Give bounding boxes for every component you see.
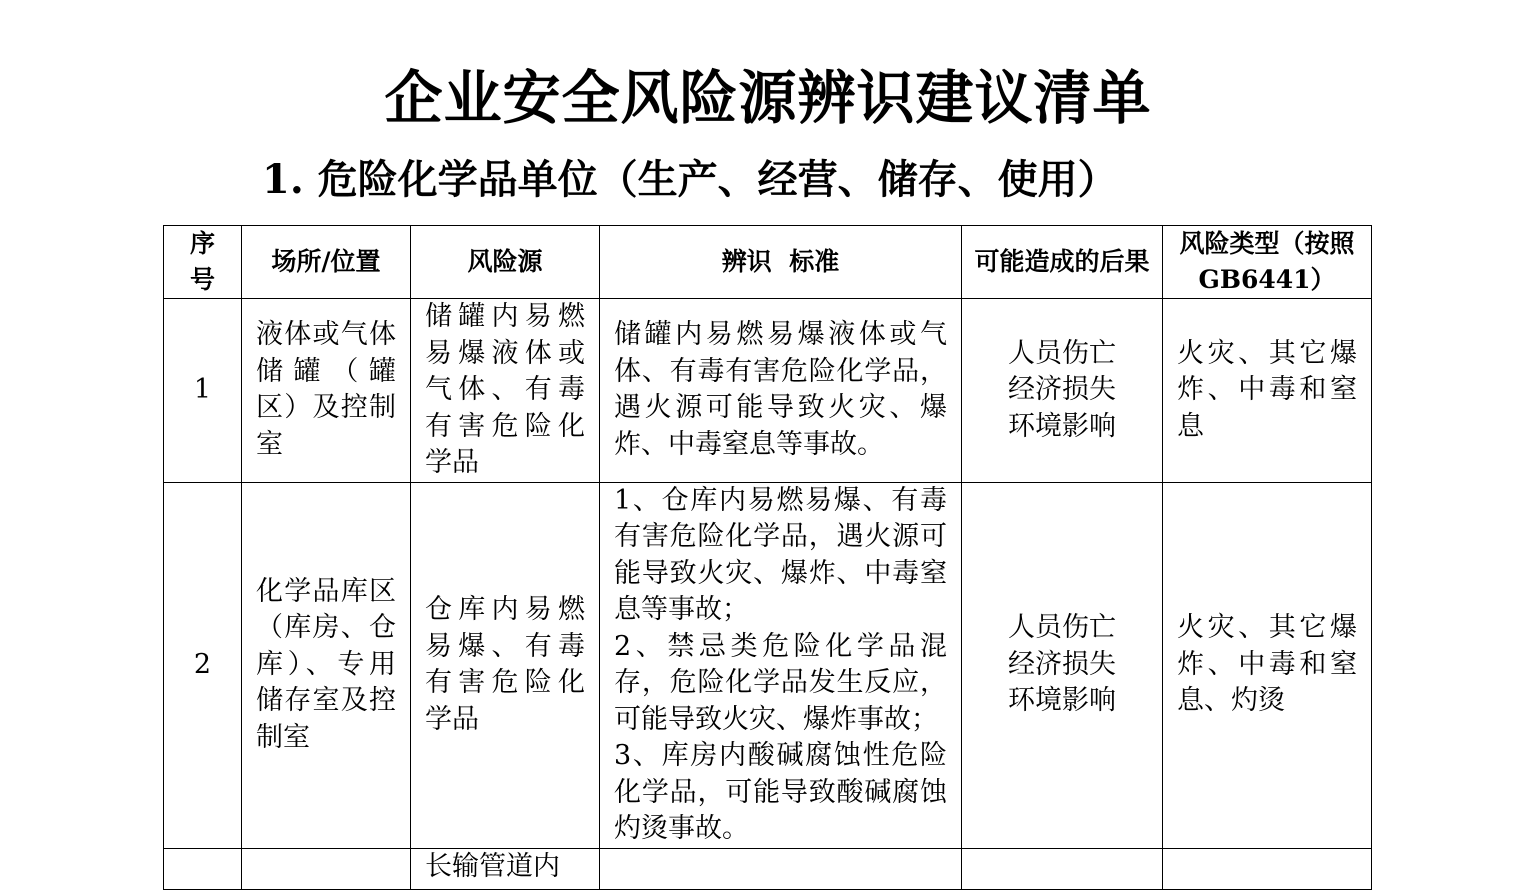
cell-seq: 2 [164, 482, 242, 848]
cell-standard [600, 848, 962, 889]
cell-consequence: 人员伤亡 经济损失 环境影响 [962, 299, 1163, 483]
cell-location: 化学品库区（库房、仓库）、专用储存室及控制室 [242, 482, 411, 848]
table-row [164, 482, 1372, 848]
cell-risk-source: 长输管道内 [411, 848, 600, 889]
cell-location [242, 848, 411, 889]
cell-standard: 1、仓库内易燃易爆、有毒有害危险化学品，遇火源可能导致火灾、爆炸、中毒窒息等事故； 2、禁忌类危险化学品混存，危险化学品发生反应，可能导致火灾、爆炸事故； 3、库房内酸碱腐蚀性危险化学品，可能导致酸碱腐蚀灼烫事故。 [600, 482, 962, 848]
cell-risk-type [1163, 848, 1372, 889]
risk-source-table [163, 225, 1372, 890]
cell-standard: 储罐内易燃易爆液体或气体、有毒有害危险化学品，遇火源可能导致火灾、爆炸、中毒窒息等事故。 [600, 299, 962, 483]
document-title: 企业安全风险源辨识建议清单 [384, 64, 1152, 132]
header-consequence: 可能造成的后果 [962, 226, 1163, 299]
cell-risk-type: 火灾、其它爆炸、中毒和窒息、灼烫 [1163, 482, 1372, 848]
cell-risk-source: 储罐内易燃易爆液体或气体、有毒有害危险化学品 [411, 299, 600, 483]
cell-consequence [962, 848, 1163, 889]
header-risk-source: 风险源 [411, 226, 600, 299]
cell-seq [164, 848, 242, 889]
cell-consequence: 人员伤亡 经济损失 环境影响 [962, 482, 1163, 848]
cell-risk-source: 仓库内易燃易爆、有毒有害危险化学品 [411, 482, 600, 848]
header-location: 场所/位置 [242, 226, 411, 299]
header-standard: 辨识 标准 [600, 226, 962, 299]
section-title: 1. 危险化学品单位（生产、经营、储存、使用） [262, 156, 1118, 203]
cell-risk-type: 火灾、其它爆炸、中毒和窒息 [1163, 299, 1372, 483]
cell-seq: 1 [164, 299, 242, 483]
table-header-row [164, 226, 1372, 299]
header-risk-type: 风险类型（按照 GB6441） [1163, 226, 1372, 299]
header-seq: 序号 [164, 226, 242, 299]
cell-location: 液体或气体储罐（罐区）及控制室 [242, 299, 411, 483]
table-row [164, 299, 1372, 483]
table-row [164, 848, 1372, 889]
